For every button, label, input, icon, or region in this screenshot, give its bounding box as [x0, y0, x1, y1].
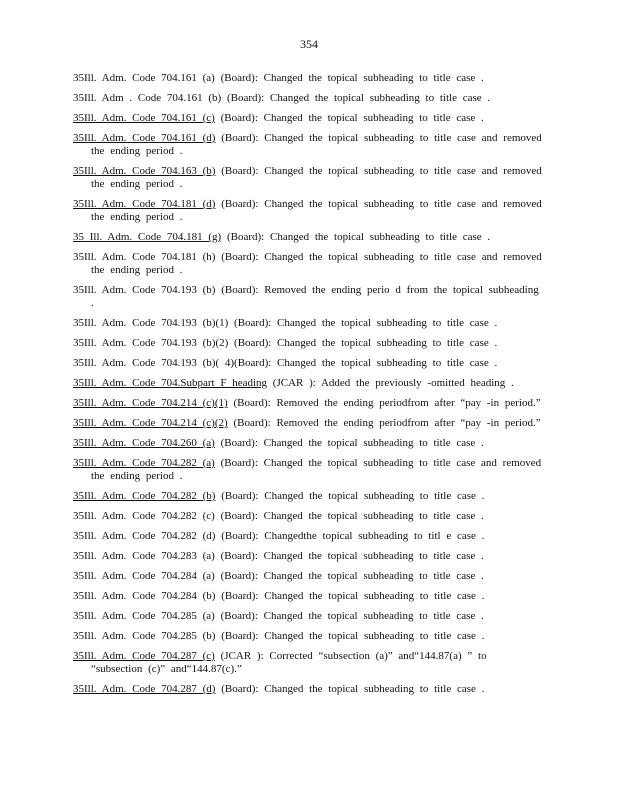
code-citation: 35Ill. Adm. Code 704.260 (a)	[73, 437, 215, 449]
amendment-description: (Board): Changed the topical subheading to title case .	[215, 630, 485, 642]
code-citation: 35Ill. Adm. Code 704.193 (b)	[73, 284, 216, 296]
code-citation: 35Ill. Adm. Code 704.161 (a)	[73, 72, 215, 84]
amendment-entry	[73, 231, 543, 244]
amendment-description: (Board): Changed the topical subheading to title case .	[215, 490, 485, 502]
amendment-description: (Board): Changed the topical subheading to title case .	[234, 357, 498, 369]
code-citation: 35Ill. Adm. Code 704.282 (d)	[73, 530, 216, 542]
code-citation: 35Ill. Adm. Code 704.214 (c)(1)	[73, 397, 228, 409]
code-citation: 35Ill. Adm. Code 704.282 (c)	[73, 510, 215, 522]
amendment-entry	[73, 357, 543, 370]
amendment-list	[73, 72, 543, 703]
code-citation: 35Ill. Adm. Code 704.161 (d)	[73, 132, 216, 144]
page-number: 354	[300, 37, 318, 51]
amendment-description: (Board): Changed the topical subheading to title case and removed the ending period .	[91, 165, 542, 190]
amendment-description: (Board): Changed the topical subheading to title case .	[214, 112, 484, 124]
amendment-entry	[73, 550, 543, 563]
amendment-entry	[73, 530, 543, 543]
amendment-description: (Board): Changed the topical subheading to title case .	[214, 72, 484, 84]
code-citation: 35Ill. Adm. Code 704.285 (a)	[73, 610, 215, 622]
amendment-entry	[73, 92, 543, 105]
code-citation: 35Ill. Adm . Code 704.161 (b)	[73, 92, 222, 104]
code-citation: 35Ill. Adm. Code 704.282 (b)	[73, 490, 216, 502]
amendment-entry	[73, 397, 543, 410]
amendment-entry	[73, 377, 543, 390]
amendment-entry	[73, 165, 543, 191]
amendment-description: (Board): Changed the topical subheading to title case .	[214, 550, 484, 562]
amendment-description: (Board): Changed the topical subheading to title case .	[214, 570, 484, 582]
amendment-entry	[73, 112, 543, 125]
amendment-description: (Board): Changed the topical subheading to title case and removed the ending period .	[91, 132, 542, 157]
code-citation: 35Ill. Adm. Code 704.193 (b)( 4)	[73, 357, 235, 369]
code-citation: 35Ill. Adm. Code 704.181 (d)	[73, 198, 216, 210]
amendment-entry	[73, 457, 543, 483]
code-citation: 35Ill. Adm. Code 704.193 (b)(1)	[73, 317, 229, 329]
code-citation: 35Ill. Adm. Code 704.193 (b)(2)	[73, 337, 229, 349]
amendment-description: (Board): Changed the topical subheading to title case .	[228, 317, 498, 329]
amendment-description: (Board): Changed the topical subheading to title case .	[214, 437, 484, 449]
amendment-description: (Board): Changed the topical subheading to title case .	[221, 231, 491, 243]
amendment-description: (Board): Changed the topical subheading to title case .	[228, 337, 498, 349]
code-citation: 35Ill. Adm. Code 704.161 (c)	[73, 112, 215, 124]
amendment-description: (Board): Changed the topical subheading to title case .	[214, 610, 484, 622]
code-citation: 35Ill. Adm. Code 704.181 (h)	[73, 251, 216, 263]
amendment-description: (Board): Removed the ending periodfrom after “pay -in period.”	[227, 397, 541, 409]
code-citation: 35Ill. Adm. Code 704.287 (c)	[73, 650, 215, 662]
amendment-entry	[73, 630, 543, 643]
amendment-entry	[73, 72, 543, 85]
amendment-description: (Board): Changed the topical subheading to title case and removed the ending period .	[91, 251, 542, 276]
code-citation: 35 Ill. Adm. Code 704.181 (g)	[73, 231, 222, 243]
amendment-entry	[73, 417, 543, 430]
amendment-entry	[73, 317, 543, 330]
amendment-entry	[73, 198, 543, 224]
amendment-description: (Board): Changed the topical subheading to title case .	[215, 590, 485, 602]
code-citation: 35Ill. Adm. Code 704.163 (b)	[73, 165, 216, 177]
amendment-description: (Board): Changed the topical subheading to title case .	[214, 510, 484, 522]
amendment-entry	[73, 590, 543, 603]
amendment-entry	[73, 337, 543, 350]
amendment-description: (Board): Changed the topical subheading to title case .	[215, 683, 485, 695]
amendment-description: (JCAR ): Added the previously -omitted heading .	[267, 377, 514, 389]
code-citation: 35Ill. Adm. Code 704.283 (a)	[73, 550, 215, 562]
amendment-entry	[73, 683, 543, 696]
amendment-description: (Board): Removed the ending perio d from the topical subheading .	[91, 284, 539, 309]
amendment-description: (JCAR ): Corrected “subsection (a)” and“144.87(a) ” to “subsection (c)” and“144.87(c).”	[91, 650, 487, 675]
amendment-entry	[73, 510, 543, 523]
code-citation: 35Ill. Adm. Code 704.287 (d)	[73, 683, 216, 695]
amendment-entry	[73, 251, 543, 277]
amendment-entry	[73, 437, 543, 450]
amendment-description: (Board): Changed the topical subheading to title case and removed the ending period .	[91, 198, 542, 223]
amendment-entry	[73, 570, 543, 583]
code-citation: 35Ill. Adm. Code 704.284 (a)	[73, 570, 215, 582]
amendment-description: (Board): Changed the topical subheading to title case and removed the ending period .	[91, 457, 542, 482]
amendment-entry	[73, 650, 543, 676]
code-citation: 35Ill. Adm. Code 704.285 (b)	[73, 630, 216, 642]
code-citation: 35Ill. Adm. Code 704.282 (a)	[73, 457, 215, 469]
amendment-description: (Board): Changedthe topical subheading to titl e case .	[215, 530, 485, 542]
amendment-description: (Board): Changed the topical subheading to title case .	[221, 92, 491, 104]
code-citation: 35Ill. Adm. Code 704.284 (b)	[73, 590, 216, 602]
code-citation: 35Ill. Adm. Code 704.214 (c)(2)	[73, 417, 228, 429]
amendment-entry	[73, 610, 543, 623]
code-citation: 35Ill. Adm. Code 704.Subpart F heading	[73, 377, 268, 389]
amendment-entry	[73, 132, 543, 158]
amendment-entry	[73, 284, 543, 310]
amendment-entry	[73, 490, 543, 503]
amendment-description: (Board): Removed the ending periodfrom after “pay -in period.”	[227, 417, 541, 429]
